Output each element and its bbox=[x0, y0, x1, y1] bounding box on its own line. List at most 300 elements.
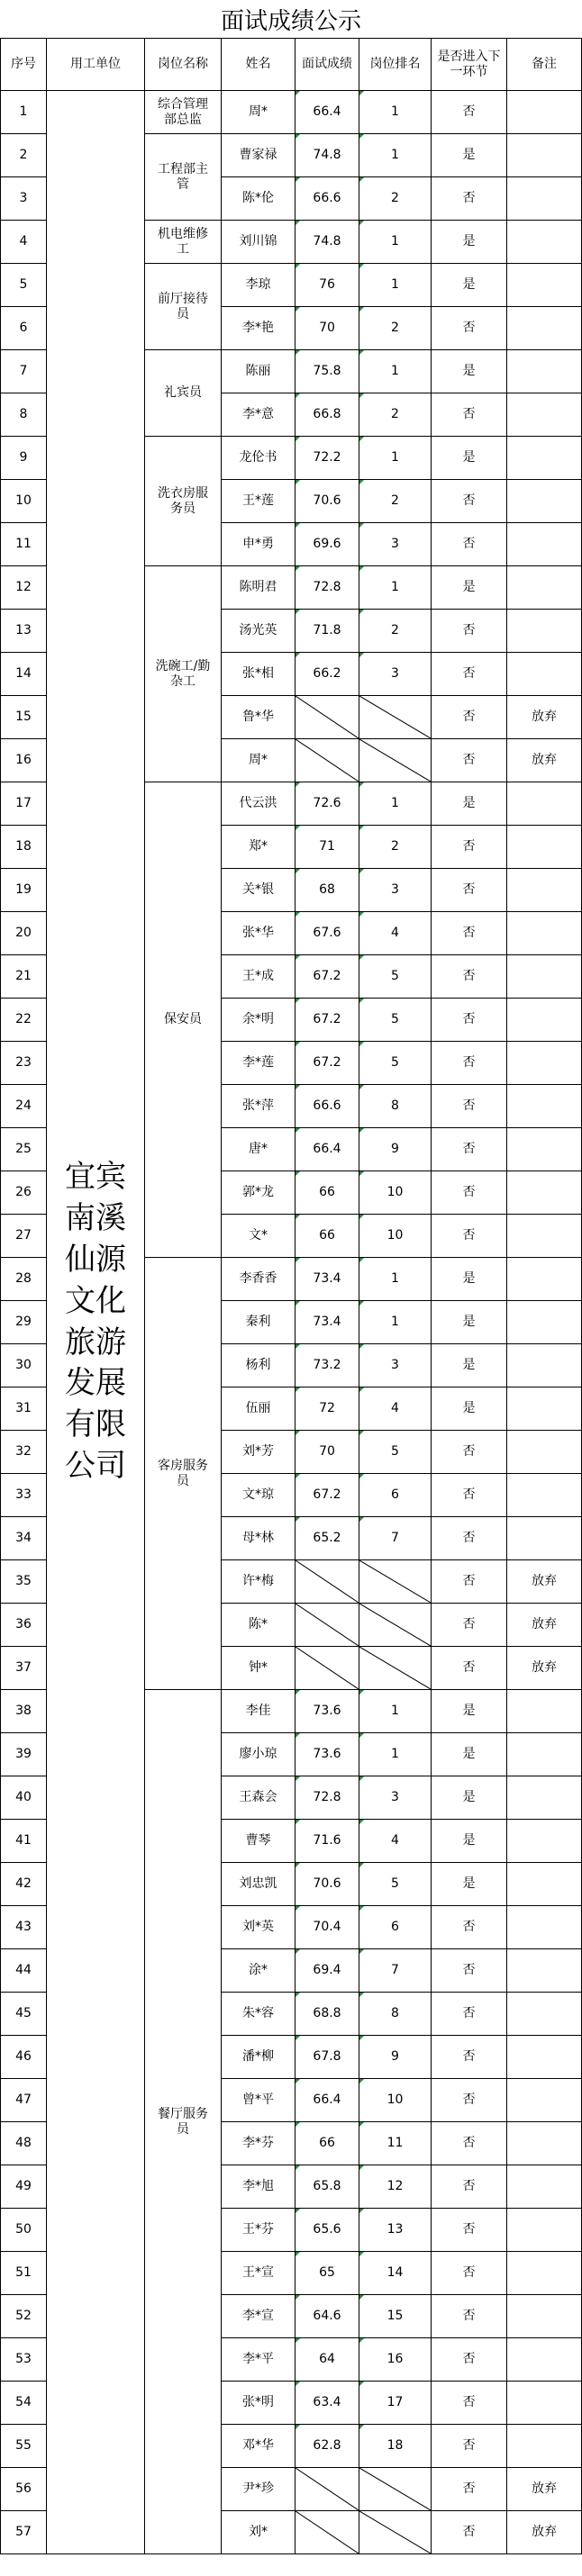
remark-cell bbox=[507, 1474, 582, 1517]
empty-slash bbox=[359, 2511, 431, 2553]
comment-marker-icon bbox=[359, 1993, 364, 1997]
employer-name bbox=[47, 91, 145, 2554]
next-stage-cell: 否 bbox=[432, 1906, 507, 1949]
comment-marker-icon bbox=[359, 955, 364, 960]
name-cell: 廖小琼 bbox=[222, 1733, 296, 1776]
remark-cell bbox=[507, 1215, 582, 1258]
comment-marker-icon bbox=[359, 653, 364, 657]
comment-marker-icon bbox=[296, 134, 300, 139]
name-cell: 申*勇 bbox=[222, 523, 296, 566]
rank-cell: 15 bbox=[359, 2295, 432, 2338]
seq-cell: 7 bbox=[0, 350, 47, 393]
seq-cell: 36 bbox=[0, 1604, 47, 1647]
next-stage-cell: 否 bbox=[432, 955, 507, 999]
next-stage-cell: 是 bbox=[432, 1690, 507, 1733]
seq-cell: 8 bbox=[0, 393, 47, 437]
comment-marker-icon bbox=[296, 1085, 300, 1089]
seq-cell: 35 bbox=[0, 1560, 47, 1604]
next-stage-cell: 否 bbox=[432, 2295, 507, 2338]
remark-cell bbox=[507, 1431, 582, 1474]
next-stage-cell: 是 bbox=[432, 1301, 507, 1344]
next-stage-cell: 否 bbox=[432, 2209, 507, 2252]
comment-marker-icon bbox=[359, 999, 364, 1003]
position-cell: 前厅接待员 bbox=[145, 264, 222, 350]
name-cell: 母*林 bbox=[222, 1517, 296, 1560]
rank-cell: 4 bbox=[359, 1387, 432, 1431]
name-cell: 杨利 bbox=[222, 1344, 296, 1387]
comment-marker-icon bbox=[296, 1171, 300, 1176]
score-cell: 66.4 bbox=[296, 2079, 359, 2122]
comment-marker-icon bbox=[359, 1128, 364, 1133]
comment-marker-icon bbox=[296, 2382, 300, 2386]
comment-marker-icon bbox=[359, 264, 364, 268]
rank-cell: 3 bbox=[359, 653, 432, 696]
remark-cell bbox=[507, 91, 582, 134]
seq-cell: 12 bbox=[0, 566, 47, 610]
score-cell: 66 bbox=[296, 2122, 359, 2165]
name-cell: 曾*平 bbox=[222, 2079, 296, 2122]
rank-cell: 12 bbox=[359, 2165, 432, 2209]
next-stage-cell: 否 bbox=[432, 1560, 507, 1604]
comment-marker-icon bbox=[359, 2122, 364, 2127]
seq-cell: 52 bbox=[0, 2295, 47, 2338]
name-cell: 李*芬 bbox=[222, 2122, 296, 2165]
next-stage-cell: 否 bbox=[432, 177, 507, 221]
position-cell: 综合管理部总监 bbox=[145, 91, 222, 134]
score-cell: 71 bbox=[296, 826, 359, 869]
rank-cell: 1 bbox=[359, 91, 432, 134]
name-cell: 李香香 bbox=[222, 1258, 296, 1301]
next-stage-cell: 是 bbox=[432, 264, 507, 307]
rank-cell bbox=[359, 1604, 432, 1647]
score-cell: 64.6 bbox=[296, 2295, 359, 2338]
rank-cell: 4 bbox=[359, 1820, 432, 1863]
score-cell: 62.8 bbox=[296, 2425, 359, 2468]
score-cell: 66 bbox=[296, 1171, 359, 1215]
score-cell bbox=[296, 1647, 359, 1690]
remark-cell bbox=[507, 2036, 582, 2079]
remark-cell bbox=[507, 1171, 582, 1215]
remark-cell bbox=[507, 2122, 582, 2165]
header-remark: 备注 bbox=[507, 38, 582, 91]
next-stage-cell: 是 bbox=[432, 437, 507, 480]
rank-cell: 2 bbox=[359, 826, 432, 869]
comment-marker-icon bbox=[296, 566, 300, 571]
comment-marker-icon bbox=[296, 480, 300, 484]
name-cell: 余*明 bbox=[222, 999, 296, 1042]
seq-cell: 28 bbox=[0, 1258, 47, 1301]
next-stage-cell: 否 bbox=[432, 480, 507, 523]
name-cell: 关*银 bbox=[222, 869, 296, 912]
seq-cell: 10 bbox=[0, 480, 47, 523]
rank-cell: 2 bbox=[359, 393, 432, 437]
rank-cell: 10 bbox=[359, 1171, 432, 1215]
comment-marker-icon bbox=[359, 2165, 364, 2170]
score-cell bbox=[296, 2468, 359, 2511]
position-cell: 工程部主管 bbox=[145, 134, 222, 221]
seq-cell: 49 bbox=[0, 2165, 47, 2209]
rank-cell: 1 bbox=[359, 1733, 432, 1776]
seq-cell: 24 bbox=[0, 1085, 47, 1128]
name-cell: 陈丽 bbox=[222, 350, 296, 393]
seq-cell: 21 bbox=[0, 955, 47, 999]
header-position: 岗位名称 bbox=[145, 38, 222, 91]
name-cell: 王*芬 bbox=[222, 2209, 296, 2252]
empty-slash bbox=[359, 1647, 431, 1689]
comment-marker-icon bbox=[296, 2425, 300, 2429]
comment-marker-icon bbox=[359, 437, 364, 441]
comment-marker-icon bbox=[296, 1387, 300, 1392]
empty-slash bbox=[296, 1604, 359, 1646]
name-cell: 郭*龙 bbox=[222, 1171, 296, 1215]
next-stage-cell: 否 bbox=[432, 1647, 507, 1690]
seq-cell: 33 bbox=[0, 1474, 47, 1517]
score-cell: 65.8 bbox=[296, 2165, 359, 2209]
remark-cell bbox=[507, 955, 582, 999]
name-cell: 尹*珍 bbox=[222, 2468, 296, 2511]
rank-cell: 1 bbox=[359, 1258, 432, 1301]
header-next-stage: 是否进入下一环节 bbox=[432, 38, 507, 91]
remark-cell bbox=[507, 2209, 582, 2252]
rank-cell: 4 bbox=[359, 912, 432, 955]
rank-cell: 17 bbox=[359, 2382, 432, 2425]
comment-marker-icon bbox=[296, 2295, 300, 2300]
name-cell: 朱*容 bbox=[222, 1993, 296, 2036]
comment-marker-icon bbox=[359, 2338, 364, 2343]
seq-cell: 1 bbox=[0, 91, 47, 134]
rank-cell: 9 bbox=[359, 2036, 432, 2079]
name-cell: 陈* bbox=[222, 1604, 296, 1647]
next-stage-cell: 否 bbox=[432, 1474, 507, 1517]
name-cell: 李*艳 bbox=[222, 307, 296, 350]
header-seq: 序号 bbox=[0, 38, 47, 91]
comment-marker-icon bbox=[296, 437, 300, 441]
comment-marker-icon bbox=[359, 307, 364, 312]
name-cell: 刘川锦 bbox=[222, 221, 296, 264]
next-stage-cell: 是 bbox=[432, 1820, 507, 1863]
comment-marker-icon bbox=[359, 566, 364, 571]
empty-slash bbox=[296, 2511, 359, 2553]
comment-marker-icon bbox=[359, 1085, 364, 1089]
comment-marker-icon bbox=[296, 782, 300, 787]
seq-cell: 45 bbox=[0, 1993, 47, 2036]
comment-marker-icon bbox=[296, 393, 300, 398]
rank-cell bbox=[359, 2511, 432, 2554]
comment-marker-icon bbox=[296, 1517, 300, 1522]
score-cell: 66.6 bbox=[296, 1085, 359, 1128]
score-cell: 72.2 bbox=[296, 437, 359, 480]
rank-cell: 1 bbox=[359, 437, 432, 480]
comment-marker-icon bbox=[296, 912, 300, 917]
rank-cell bbox=[359, 1647, 432, 1690]
seq-cell: 23 bbox=[0, 1042, 47, 1085]
remark-cell bbox=[507, 566, 582, 610]
seq-cell: 57 bbox=[0, 2511, 47, 2554]
seq-cell: 55 bbox=[0, 2425, 47, 2468]
remark-cell bbox=[507, 999, 582, 1042]
comment-marker-icon bbox=[359, 2295, 364, 2300]
rank-cell: 7 bbox=[359, 1949, 432, 1993]
next-stage-cell: 否 bbox=[432, 2165, 507, 2209]
remark-cell bbox=[507, 523, 582, 566]
name-cell: 李*意 bbox=[222, 393, 296, 437]
remark-cell bbox=[507, 480, 582, 523]
seq-cell: 46 bbox=[0, 2036, 47, 2079]
rank-cell: 5 bbox=[359, 955, 432, 999]
next-stage-cell: 是 bbox=[432, 1733, 507, 1776]
seq-cell: 39 bbox=[0, 1733, 47, 1776]
position-cell: 机电维修工 bbox=[145, 221, 222, 264]
remark-cell bbox=[507, 1042, 582, 1085]
comment-marker-icon bbox=[296, 2122, 300, 2127]
next-stage-cell: 是 bbox=[432, 1258, 507, 1301]
score-cell: 69.4 bbox=[296, 1949, 359, 1993]
score-cell: 71.8 bbox=[296, 610, 359, 653]
next-stage-cell: 否 bbox=[432, 826, 507, 869]
comment-marker-icon bbox=[296, 2252, 300, 2256]
comment-marker-icon bbox=[359, 610, 364, 614]
score-cell: 73.6 bbox=[296, 1733, 359, 1776]
remark-cell bbox=[507, 826, 582, 869]
score-cell: 66 bbox=[296, 1215, 359, 1258]
remark-cell bbox=[507, 134, 582, 177]
seq-cell: 26 bbox=[0, 1171, 47, 1215]
seq-cell: 17 bbox=[0, 782, 47, 826]
seq-cell: 2 bbox=[0, 134, 47, 177]
name-cell: 张*华 bbox=[222, 912, 296, 955]
next-stage-cell: 否 bbox=[432, 91, 507, 134]
score-cell: 72.6 bbox=[296, 782, 359, 826]
comment-marker-icon bbox=[359, 2382, 364, 2386]
seq-cell: 32 bbox=[0, 1431, 47, 1474]
next-stage-cell: 否 bbox=[432, 2382, 507, 2425]
score-cell: 70.6 bbox=[296, 480, 359, 523]
name-cell: 陈明君 bbox=[222, 566, 296, 610]
score-cell: 74.8 bbox=[296, 134, 359, 177]
comment-marker-icon bbox=[359, 2209, 364, 2213]
comment-marker-icon bbox=[296, 1863, 300, 1867]
name-cell: 李*旭 bbox=[222, 2165, 296, 2209]
remark-cell bbox=[507, 1906, 582, 1949]
name-cell: 周* bbox=[222, 739, 296, 782]
remark-cell bbox=[507, 2165, 582, 2209]
remark-cell bbox=[507, 2079, 582, 2122]
comment-marker-icon bbox=[296, 523, 300, 528]
seq-cell: 34 bbox=[0, 1517, 47, 1560]
next-stage-cell: 否 bbox=[432, 1171, 507, 1215]
seq-cell: 9 bbox=[0, 437, 47, 480]
rank-cell bbox=[359, 739, 432, 782]
score-cell: 65 bbox=[296, 2252, 359, 2295]
comment-marker-icon bbox=[359, 1820, 364, 1824]
next-stage-cell: 是 bbox=[432, 1863, 507, 1906]
name-cell: 刘*英 bbox=[222, 1906, 296, 1949]
seq-cell: 44 bbox=[0, 1949, 47, 1993]
seq-cell: 40 bbox=[0, 1776, 47, 1820]
comment-marker-icon bbox=[359, 91, 364, 95]
name-cell: 刘*芳 bbox=[222, 1431, 296, 1474]
next-stage-cell: 否 bbox=[432, 912, 507, 955]
remark-cell bbox=[507, 1128, 582, 1171]
comment-marker-icon bbox=[296, 1820, 300, 1824]
next-stage-cell: 是 bbox=[432, 221, 507, 264]
next-stage-cell: 是 bbox=[432, 350, 507, 393]
comment-marker-icon bbox=[296, 91, 300, 95]
rank-cell: 9 bbox=[359, 1128, 432, 1171]
name-cell: 陈*伦 bbox=[222, 177, 296, 221]
name-cell: 涂* bbox=[222, 1949, 296, 1993]
next-stage-cell: 否 bbox=[432, 307, 507, 350]
remark-cell: 放弃 bbox=[507, 2468, 582, 2511]
rank-cell: 1 bbox=[359, 1301, 432, 1344]
comment-marker-icon bbox=[359, 134, 364, 139]
name-cell: 潘*柳 bbox=[222, 2036, 296, 2079]
comment-marker-icon bbox=[296, 2079, 300, 2083]
next-stage-cell: 是 bbox=[432, 782, 507, 826]
name-cell: 汤光英 bbox=[222, 610, 296, 653]
score-cell: 72.8 bbox=[296, 566, 359, 610]
rank-cell: 3 bbox=[359, 1344, 432, 1387]
header-name: 姓名 bbox=[222, 38, 296, 91]
remark-cell: 放弃 bbox=[507, 696, 582, 739]
rank-cell: 13 bbox=[359, 2209, 432, 2252]
score-cell: 67.2 bbox=[296, 1474, 359, 1517]
next-stage-cell: 否 bbox=[432, 2338, 507, 2382]
seq-cell: 48 bbox=[0, 2122, 47, 2165]
score-cell: 75.8 bbox=[296, 350, 359, 393]
seq-cell: 56 bbox=[0, 2468, 47, 2511]
comment-marker-icon bbox=[359, 1517, 364, 1522]
remark-cell bbox=[507, 610, 582, 653]
next-stage-cell: 否 bbox=[432, 2425, 507, 2468]
remark-cell bbox=[507, 2338, 582, 2382]
name-cell: 秦利 bbox=[222, 1301, 296, 1344]
next-stage-cell: 否 bbox=[432, 610, 507, 653]
next-stage-cell: 否 bbox=[432, 2079, 507, 2122]
next-stage-cell: 否 bbox=[432, 1042, 507, 1085]
name-cell: 王*成 bbox=[222, 955, 296, 999]
seq-cell: 22 bbox=[0, 999, 47, 1042]
name-cell: 代云洪 bbox=[222, 782, 296, 826]
comment-marker-icon bbox=[296, 2209, 300, 2213]
name-cell: 王森会 bbox=[222, 1776, 296, 1820]
rank-cell: 16 bbox=[359, 2338, 432, 2382]
remark-cell: 放弃 bbox=[507, 739, 582, 782]
seq-cell: 53 bbox=[0, 2338, 47, 2382]
rank-cell: 5 bbox=[359, 1431, 432, 1474]
seq-cell: 15 bbox=[0, 696, 47, 739]
comment-marker-icon bbox=[296, 1128, 300, 1133]
comment-marker-icon bbox=[359, 1906, 364, 1911]
comment-marker-icon bbox=[296, 610, 300, 614]
name-cell: 鲁*华 bbox=[222, 696, 296, 739]
seq-cell: 41 bbox=[0, 1820, 47, 1863]
comment-marker-icon bbox=[359, 1258, 364, 1262]
comment-marker-icon bbox=[296, 1042, 300, 1046]
name-cell: 唐* bbox=[222, 1128, 296, 1171]
rank-cell: 1 bbox=[359, 782, 432, 826]
comment-marker-icon bbox=[296, 1258, 300, 1262]
rank-cell: 3 bbox=[359, 1776, 432, 1820]
empty-slash bbox=[296, 2468, 359, 2510]
rank-cell: 2 bbox=[359, 610, 432, 653]
position-cell: 洗衣房服务员 bbox=[145, 437, 222, 566]
comment-marker-icon bbox=[359, 826, 364, 830]
rank-cell: 1 bbox=[359, 221, 432, 264]
seq-cell: 3 bbox=[0, 177, 47, 221]
name-cell: 刘忠凯 bbox=[222, 1863, 296, 1906]
name-cell: 曹琴 bbox=[222, 1820, 296, 1863]
remark-cell bbox=[507, 1085, 582, 1128]
remark-cell bbox=[507, 1820, 582, 1863]
comment-marker-icon bbox=[359, 1776, 364, 1781]
score-cell: 64 bbox=[296, 2338, 359, 2382]
seq-cell: 29 bbox=[0, 1301, 47, 1344]
name-cell: 周* bbox=[222, 91, 296, 134]
rank-cell: 14 bbox=[359, 2252, 432, 2295]
score-cell: 67.2 bbox=[296, 955, 359, 999]
comment-marker-icon bbox=[296, 653, 300, 657]
empty-slash bbox=[296, 739, 359, 782]
name-cell: 张*明 bbox=[222, 2382, 296, 2425]
remark-cell bbox=[507, 1690, 582, 1733]
next-stage-cell: 否 bbox=[432, 2511, 507, 2554]
remark-cell bbox=[507, 393, 582, 437]
score-cell: 66.8 bbox=[296, 393, 359, 437]
rank-cell: 2 bbox=[359, 177, 432, 221]
remark-cell bbox=[507, 1993, 582, 2036]
name-cell: 李佳 bbox=[222, 1690, 296, 1733]
comment-marker-icon bbox=[359, 782, 364, 787]
remark-cell bbox=[507, 1387, 582, 1431]
remark-cell bbox=[507, 350, 582, 393]
comment-marker-icon bbox=[359, 2036, 364, 2040]
empty-slash bbox=[359, 696, 431, 738]
name-cell: 钟* bbox=[222, 1647, 296, 1690]
remark-cell bbox=[507, 1258, 582, 1301]
seq-cell: 43 bbox=[0, 1906, 47, 1949]
rank-cell: 3 bbox=[359, 523, 432, 566]
name-cell: 刘* bbox=[222, 2511, 296, 2554]
remark-cell bbox=[507, 869, 582, 912]
comment-marker-icon bbox=[296, 221, 300, 225]
rank-cell: 10 bbox=[359, 2079, 432, 2122]
rank-cell bbox=[359, 696, 432, 739]
comment-marker-icon bbox=[296, 264, 300, 268]
comment-marker-icon bbox=[296, 1474, 300, 1478]
comment-marker-icon bbox=[359, 1042, 364, 1046]
empty-slash bbox=[359, 1604, 431, 1646]
seq-cell: 37 bbox=[0, 1647, 47, 1690]
rank-cell bbox=[359, 2468, 432, 2511]
comment-marker-icon bbox=[359, 480, 364, 484]
remark-cell bbox=[507, 653, 582, 696]
comment-marker-icon bbox=[359, 177, 364, 182]
name-cell: 王*宣 bbox=[222, 2252, 296, 2295]
score-cell: 76 bbox=[296, 264, 359, 307]
comment-marker-icon bbox=[296, 1301, 300, 1306]
remark-cell bbox=[507, 1517, 582, 1560]
remark-cell: 放弃 bbox=[507, 2511, 582, 2554]
score-cell: 73.4 bbox=[296, 1301, 359, 1344]
comment-marker-icon bbox=[296, 999, 300, 1003]
remark-cell bbox=[507, 1733, 582, 1776]
comment-marker-icon bbox=[359, 2425, 364, 2429]
next-stage-cell: 是 bbox=[432, 566, 507, 610]
name-cell: 李琼 bbox=[222, 264, 296, 307]
name-cell: 王*莲 bbox=[222, 480, 296, 523]
score-cell: 72 bbox=[296, 1387, 359, 1431]
